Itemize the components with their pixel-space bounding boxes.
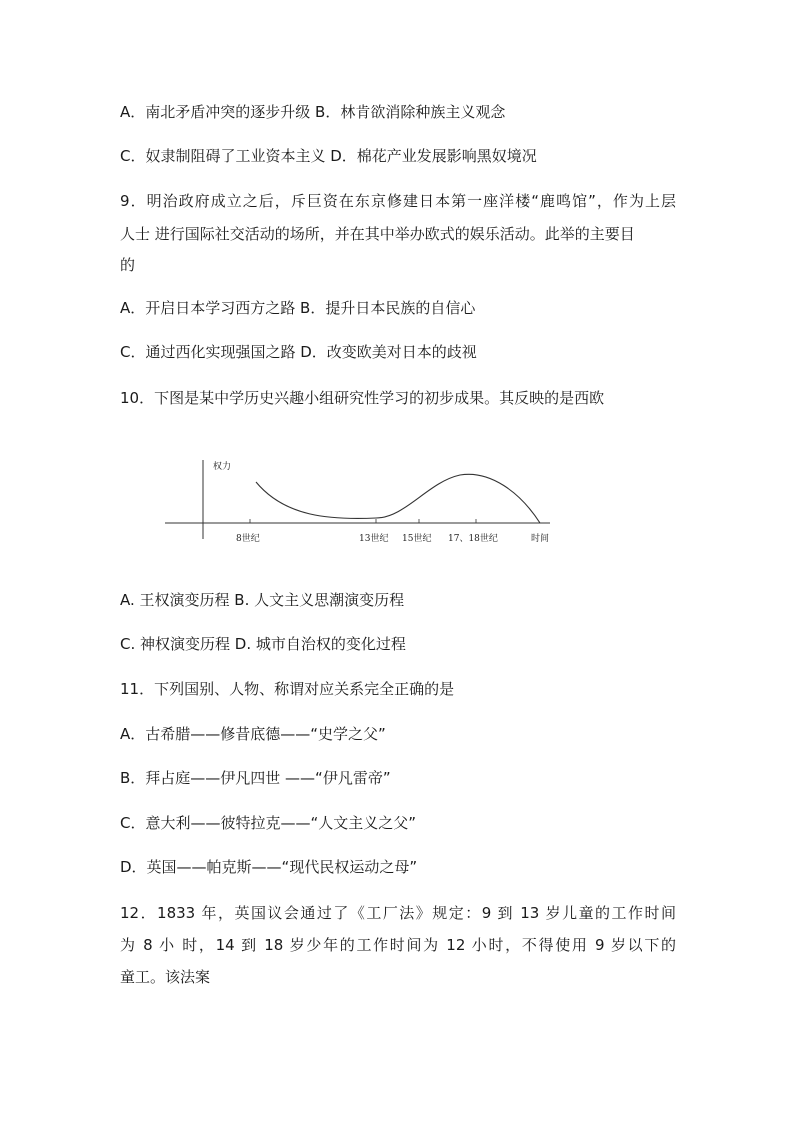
q9-stem-line-3: 的 <box>120 256 136 274</box>
power-curve-line <box>256 474 540 523</box>
q12-stem-line-2: 为 8 小 时，14 到 18 岁少年的工作时间为 12 小时，不得使用 9 岁以下的 <box>120 936 676 954</box>
q12-stem-line-1: 12．1833 年，英国议会通过了《工厂法》规定：9 到 13 岁儿童的工作时间 <box>120 904 676 922</box>
q8-options-line-2: C．奴隶制阻碍了工业资本主义 D．棉花产业发展影响黑奴境况 <box>120 147 537 165</box>
q9-options-line-2: C．通过西化实现强国之路 D．改变欧美对日本的歧视 <box>120 343 477 361</box>
tick-label-8th-century: 8世纪 <box>236 534 260 544</box>
q11-option-c: C．意大利——彼特拉克——“人文主义之父” <box>120 814 417 832</box>
power-curve-chart <box>160 452 560 552</box>
q9-stem-line-1: 9．明治政府成立之后，斥巨资在东京修建日本第一座洋楼“鹿鸣馆”，作为上层 <box>120 192 676 210</box>
q10-options-line-2: C. 神权演变历程 D. 城市自治权的变化过程 <box>120 635 406 653</box>
tick-label-15th-century: 15世纪 <box>402 534 432 544</box>
q11-option-b: B．拜占庭——伊凡四世 ——“伊凡雷帝” <box>120 769 391 787</box>
q11-option-d: D．英国——帕克斯——“现代民权运动之母” <box>120 858 418 876</box>
q9-options-line-1: A．开启日本学习西方之路 B．提升日本民族的自信心 <box>120 299 476 317</box>
q11-stem: 11．下列国别、人物、称谓对应关系完全正确的是 <box>120 680 455 698</box>
y-axis-label: 权力 <box>213 462 232 472</box>
x-axis-label: 时间 <box>531 534 550 544</box>
tick-label-13th-century: 13世纪 <box>359 534 389 544</box>
power-curve-svg <box>160 452 560 552</box>
q11-option-a: A．古希腊——修昔底德——“史学之父” <box>120 725 386 743</box>
q12-stem-line-3: 童工。该法案 <box>120 968 211 986</box>
q9-stem-line-2: 人士 进行国际社交活动的场所，并在其中举办欧式的娱乐活动。此举的主要目 <box>120 225 635 243</box>
tick-label-17-18th-century: 17、18世纪 <box>448 534 498 544</box>
q10-options-line-1: A. 王权演变历程 B. 人文主义思潮演变历程 <box>120 591 405 609</box>
q10-stem: 10．下图是某中学历史兴趣小组研究性学习的初步成果。其反映的是西欧 <box>120 389 605 407</box>
q8-options-line-1: A．南北矛盾冲突的逐步升级 B．林肯欲消除种族主义观念 <box>120 103 506 121</box>
